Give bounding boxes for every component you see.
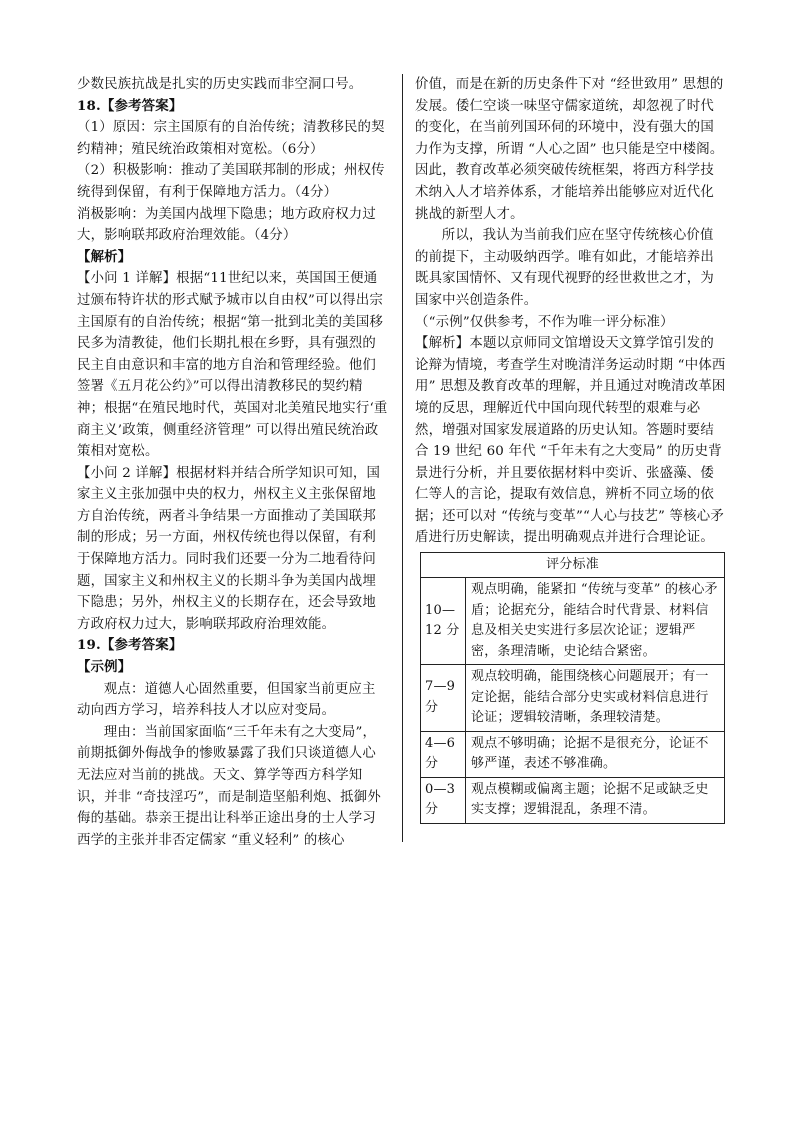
example-heading: 【示例】: [77, 659, 132, 676]
right-column: [415, 74, 727, 824]
score-level: 10—12 分: [421, 578, 466, 665]
paragraph: 消极影响：为美国内战埋下隐患；地方政府权力过大，影响联邦政府治理效能。（4分）: [77, 206, 376, 244]
left-column: [77, 74, 389, 851]
score-level: 7—9 分: [421, 665, 466, 732]
table-row: [421, 578, 725, 665]
table-header: 评分标准: [421, 553, 725, 578]
paragraph: （2）积极影响：推动了美国联邦制的形成；州权传统得到保留，有利于保障地方活力。（4分）: [77, 163, 385, 200]
paragraph: 【小问 1 详解】根据“11世纪以来，英国国王便通过颁布特许状的形式赋予城市以自由权”可以得出宗主国原有的自治传统；根据“第一批到北美的美国移民多为清教徒，他们长期扎根在乡野，具有强烈的民主自由意识和丰富的地方自治和管理经验。他们签署《五月花公约》”可以得出清教移民的契约精神；根据“在殖民地时代，英国对北美殖民地实行‘重商主义’政策，侧重经济管理” 可以得出殖民统治政策相对宽松。: [77, 271, 388, 460]
score-description: 观点较明确，能围绕核心问题展开；有一定论据，能结合部分史实或材料信息进行论证；逻辑较清晰，条理较清楚。: [466, 665, 725, 732]
paragraph: （“示例”仅供参考，不作为唯一评分标准）: [415, 314, 674, 330]
scoring-table: [420, 552, 725, 824]
paragraph: 少数民族抗战是扎实的历史实践而非空洞口号。: [77, 77, 363, 92]
table-row: [421, 665, 725, 732]
paragraph: 观点：道德人心固然重要，但国家当前更应主动向西方学习，培养科技人才以应对变局。: [77, 681, 376, 719]
score-description: 观点模糊或偏离主题；论据不足或缺乏史实支撑；逻辑混乱，条理不清。: [466, 777, 725, 823]
analysis-heading: 【解析】: [77, 248, 132, 265]
paragraph: 理由：当前国家面临“三千年未有之大变局”，前期抵御外侮战争的惨败暴露了我们只谈道德人心无法应对当前的挑战。天文、算学等西方科学知识，并非 “奇技淫巧”，而是制造坚船利炮、抵御外侮的基础。恭亲王提出让科举正途出身的士人学习西学的主张并非否定儒家 “重义轻利” 的核心: [77, 724, 381, 848]
score-level: 4—6 分: [421, 731, 466, 777]
table-row: [421, 731, 725, 777]
score-description: 观点不够明确；论据不是很充分，论证不够严谨，表述不够准确。: [466, 731, 725, 777]
paragraph: 【解析】本题以京师同文馆增设天文算学馆引发的论辩为情境，考查学生对晚清洋务运动时期 “中体西用” 思想及教育改革的理解，并且通过对晚清改革困境的反思，理解近代中国向现代转型的艰难与必然，增强对国家发展道路的历史认知。答题时要结合 19 世纪 60 年代 “千年未有之大变局” 的历史背景进行分析，并且要依据材料中奕䜣、张盛藻、倭仁等人的言论，提取有效信息，辨析不同立场的依据；还可以对 “传统与变革”“人心与技艺” 等核心矛盾进行历史解读，提出明确观点并进行合理论证。: [415, 336, 726, 546]
paragraph: 所以，我认为当前我们应在坚守传统核心价值的前提下，主动吸纳西学。唯有如此，才能培养出既具家国情怀、又有现代视野的经世救世之才，为国家中兴创造条件。: [415, 228, 714, 308]
paragraph: 【小问 2 详解】根据材料并结合所学知识可知，国家主义主张加强中央的权力，州权主义主张保留地方自治传统，两者斗争结果一方面推动了美国联邦制的形成；另一方面，州权传统也得以保留，有利于保障地方活力。同时我们还要一分为二地看待问题，国家主义和州权主义的长期斗争为美国内战埋下隐患；另外，州权主义的长期存在，还会导致地方政府权力过大，影响联邦政府治理效能。: [77, 465, 381, 632]
score-level: 0—3 分: [421, 777, 466, 823]
paragraph: （1）原因：宗主国原有的自治传统；清教移民的契约精神；殖民统治政策相对宽松。（6分）: [77, 120, 385, 157]
table-row: [421, 777, 725, 823]
column-divider: [402, 74, 403, 842]
paragraph: 价值，而是在新的历史条件下对 “经世致用” 思想的发展。倭仁空谈一味坚守儒家道统，却忽视了时代的变化，在当前列国环伺的环境中，没有强大的国力作为支撑，所谓 “人心之固” 也只能是空中楼阁。因此，教育改革必须突破传统框架，将西方科学技术纳入人才培养体系，才能培养出能够应对近代化挑战的新型人才。: [415, 77, 724, 222]
table-header-row: [421, 553, 725, 578]
question-18-answer-heading: 18.【参考答案】: [77, 97, 183, 114]
question-19-answer-heading: 19.【参考答案】: [77, 637, 183, 654]
score-description: 观点明确，能紧扣 “传统与变革” 的核心矛盾；论据充分，能结合时代背景、材料信息及相关史实进行多层次论证；逻辑严密，条理清晰，史论结合紧密。: [466, 578, 725, 665]
